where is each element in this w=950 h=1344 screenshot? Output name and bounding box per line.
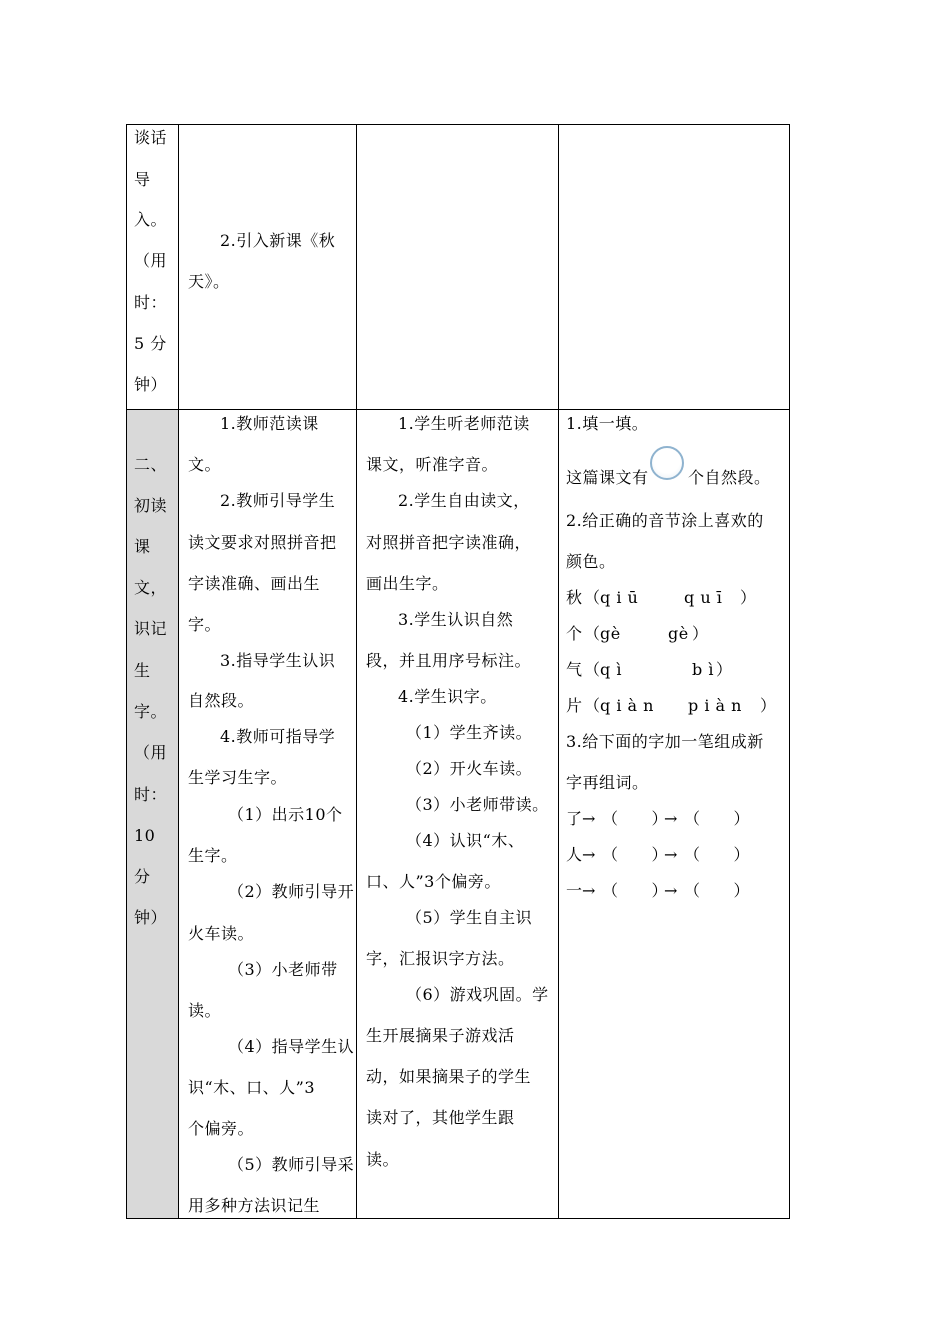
pinyin-option-b[interactable]: q u ī (684, 588, 723, 607)
teacher-activity-line: 生学习生字。 (188, 768, 288, 787)
stage-label-line: 课 (134, 537, 151, 556)
teacher-activity-line: 文。 (188, 455, 222, 474)
student-activity-line: 读。 (366, 1150, 400, 1169)
stage-label-line: 谈话 (134, 128, 168, 147)
pinyin-option-a[interactable]: q ì (600, 660, 622, 679)
teacher-activity-line: 1.教师范读课 (220, 414, 319, 433)
student-activity-line: 4.学生识字。 (398, 687, 497, 706)
arrow-icon: → (582, 809, 596, 828)
student-activity-line: 段，并且用序号标注。 (366, 651, 532, 670)
student-activity-line: 读对了，其他学生跟 (366, 1108, 515, 1127)
student-activity-line: 生开展摘果子游戏活 (366, 1026, 515, 1045)
teacher-activity-line: 天》。 (188, 272, 230, 291)
exercise-2-title: 2.给正确的音节涂上喜欢的 (566, 511, 764, 530)
pinyin-option-a[interactable]: q i ū (600, 588, 639, 607)
stage-label-line: 导 (134, 170, 151, 189)
teacher-activity-line: （5）教师引导采 (228, 1155, 355, 1174)
answer-circle-icon[interactable] (650, 446, 684, 480)
teacher-activity-line: 个偏旁。 (188, 1119, 255, 1138)
arrow-icon: → (582, 845, 596, 864)
student-activity-line: 画出生字。 (366, 574, 449, 593)
arrow-icon: → (664, 845, 678, 864)
pinyin-char: 气 (566, 660, 583, 679)
teacher-activity-line: 2.教师引导学生 (220, 491, 336, 510)
row2-col1-shade (127, 410, 178, 1218)
pinyin-char: 秋 (566, 588, 583, 607)
answer-blank[interactable]: （ ） (684, 881, 751, 900)
table-row-divider (126, 409, 790, 410)
pinyin-option-b[interactable]: b ì (692, 660, 714, 679)
pinyin-close-paren: ） (692, 624, 709, 643)
answer-blank[interactable]: （ ） (684, 845, 751, 864)
teacher-activity-line: （3）小老师带 (228, 960, 338, 979)
table-col-divider-1 (178, 124, 179, 1219)
teacher-activity-line: 字。 (188, 615, 222, 634)
stage-label-line: 5 分 (134, 334, 167, 353)
chain-char: 一 (566, 881, 583, 900)
exercise-3-title: 字再组词。 (566, 773, 649, 792)
answer-blank[interactable]: （ ） (602, 881, 669, 900)
table-col-divider-3 (558, 124, 559, 1219)
teacher-activity-line: 自然段。 (188, 691, 255, 710)
table-left-border (126, 124, 127, 1219)
student-activity-line: 动，如果摘果子的学生 (366, 1067, 532, 1086)
stage-label-line: 10 (134, 826, 156, 845)
stage-label-line: 二、 (134, 455, 168, 474)
student-activity-line: 1.学生听老师范读 (398, 414, 530, 433)
pinyin-close-paren: ） (740, 588, 757, 607)
student-activity-line: 3.学生认识自然 (398, 610, 514, 629)
stage-label-line: 钟） (134, 908, 168, 927)
stage-label-line: （用 (134, 251, 168, 270)
exercise-1-suffix: 个自然段。 (688, 468, 771, 487)
student-activity-line: 口、人”3个偏旁。 (366, 872, 501, 891)
student-activity-line: 对照拼音把字读准确， (366, 533, 532, 552)
pinyin-option-b[interactable]: gè (668, 624, 689, 643)
pinyin-option-a[interactable]: gè (600, 624, 621, 643)
teacher-activity-line: 读文要求对照拼音把 (188, 533, 337, 552)
student-activity-line: 2.学生自由读文， (398, 491, 530, 510)
chain-char: 人 (566, 845, 583, 864)
teacher-activity-line: 生字。 (188, 846, 238, 865)
pinyin-close-paren: ） (716, 660, 733, 679)
exercise-1-prefix: 这篇课文有 (566, 468, 649, 487)
pinyin-option-a[interactable]: q i à n (600, 696, 654, 715)
student-activity-line: （6）游戏巩固。学 (406, 985, 549, 1004)
exercise-2-title: 颜色。 (566, 552, 616, 571)
answer-blank[interactable]: （ ） (602, 809, 669, 828)
pinyin-open-paren: （ (584, 624, 601, 643)
stage-label-line: 生 (134, 661, 151, 680)
teacher-activity-line: 2.引入新课《秋 (220, 231, 336, 250)
table-bottom-border (126, 1218, 790, 1219)
answer-blank[interactable]: （ ） (602, 845, 669, 864)
student-activity-line: （3）小老师带读。 (406, 795, 549, 814)
stage-label-line: （用 (134, 743, 168, 762)
teacher-activity-line: （4）指导学生认 (228, 1037, 355, 1056)
table-right-border (789, 124, 790, 1219)
student-activity-line: （1）学生齐读。 (406, 723, 533, 742)
stage-label-line: 时： (134, 293, 168, 312)
pinyin-char: 个 (566, 624, 583, 643)
pinyin-close-paren: ） (760, 696, 777, 715)
teacher-activity-line: 读。 (188, 1001, 222, 1020)
student-activity-line: （2）开火车读。 (406, 759, 533, 778)
stage-label-line: 分 (134, 867, 151, 886)
stage-label-line: 识记 (134, 619, 168, 638)
arrow-icon: → (582, 881, 596, 900)
teacher-activity-line: （2）教师引导开 (228, 882, 355, 901)
answer-blank[interactable]: （ ） (684, 809, 751, 828)
arrow-icon: → (664, 881, 678, 900)
teacher-activity-line: 3.指导学生认识 (220, 651, 336, 670)
student-activity-line: 字，汇报识字方法。 (366, 949, 515, 968)
pinyin-open-paren: （ (584, 696, 601, 715)
stage-label-line: 文， (134, 578, 168, 597)
teacher-activity-line: （1）出示10个 (228, 805, 343, 824)
exercise-1-title: 1.填一填。 (566, 414, 649, 433)
table-col-divider-2 (356, 124, 357, 1219)
teacher-activity-line: 识“木、口、人”3 (188, 1078, 316, 1097)
teacher-activity-line: 4.教师可指导学 (220, 727, 336, 746)
pinyin-open-paren: （ (584, 588, 601, 607)
pinyin-char: 片 (566, 696, 583, 715)
teacher-activity-line: 字读准确、画出生 (188, 574, 321, 593)
chain-char: 了 (566, 809, 583, 828)
arrow-icon: → (664, 809, 678, 828)
stage-label-line: 钟） (134, 375, 168, 394)
stage-label-line: 入。 (134, 210, 168, 229)
student-activity-line: （5）学生自主识 (406, 908, 533, 927)
student-activity-line: 课文，听准字音。 (366, 455, 499, 474)
table-top-border (126, 124, 790, 125)
stage-label-line: 字。 (134, 702, 168, 721)
stage-label-line: 时： (134, 785, 168, 804)
stage-label-line: 初读 (134, 496, 168, 515)
student-activity-line: （4）认识“木、 (406, 831, 525, 850)
exercise-3-title: 3.给下面的字加一笔组成新 (566, 732, 764, 751)
teacher-activity-line: 火车读。 (188, 924, 255, 943)
teacher-activity-line: 用多种方法识记生 (188, 1196, 321, 1215)
pinyin-option-b[interactable]: p i à n (688, 696, 742, 715)
pinyin-open-paren: （ (584, 660, 601, 679)
